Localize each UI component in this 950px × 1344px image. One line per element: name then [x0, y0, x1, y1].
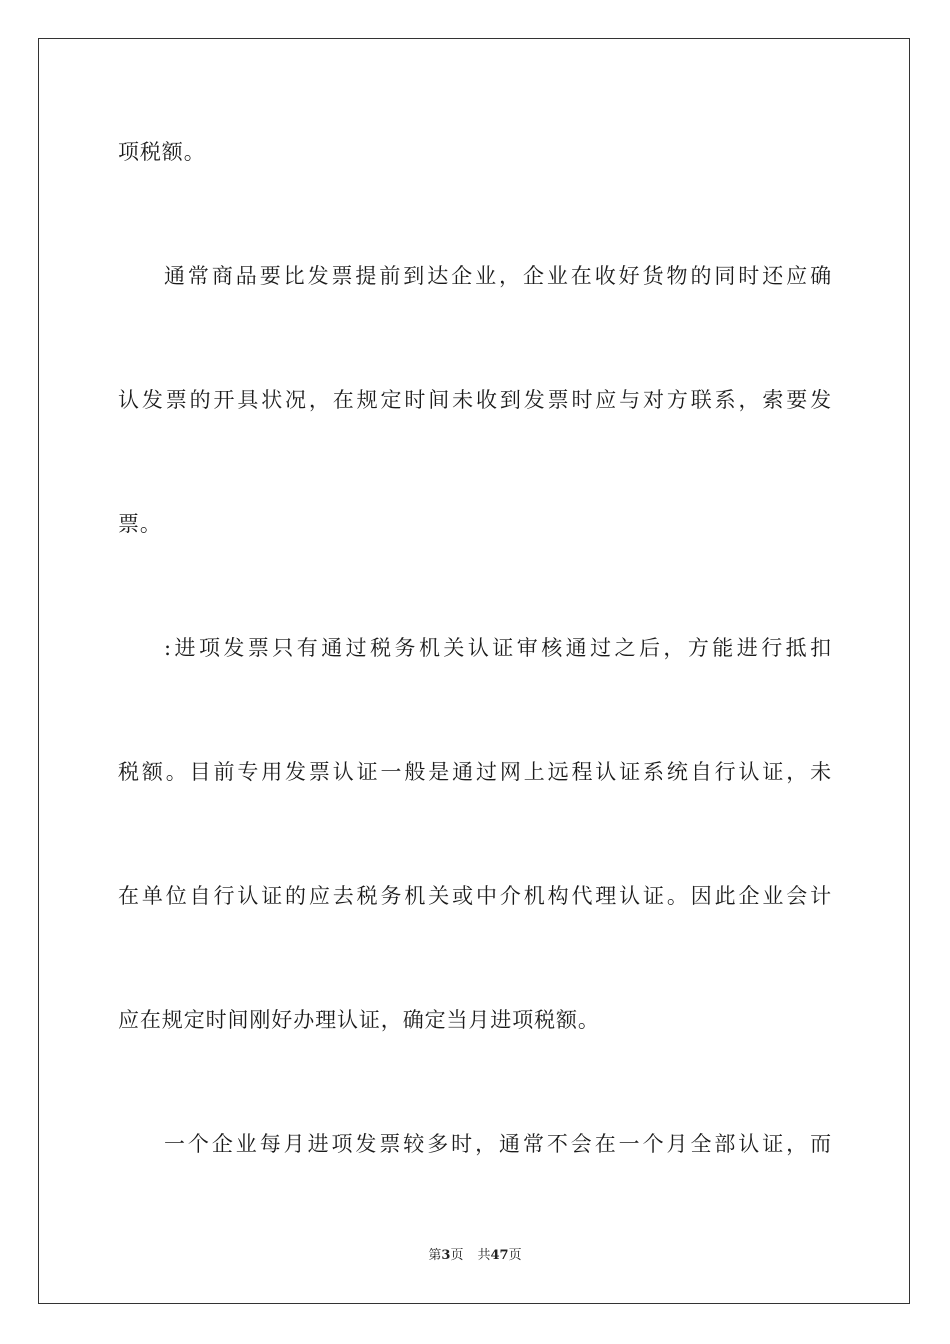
page-label-prefix: 第	[428, 1248, 442, 1263]
body-text-line: 应在规定时间刚好办理认证，确定当月进项税额。	[118, 1008, 600, 1032]
body-text-line: 票。	[118, 512, 162, 536]
page-label-suffix: 页	[450, 1248, 464, 1263]
body-text-line: 一个企业每月进项发票较多时，通常不会在一个月全部认证，而	[164, 1132, 832, 1156]
body-text-line: 认发票的开具状况，在规定时间未收到发票时应与对方联系，索要发	[118, 388, 832, 412]
body-text-line: 项税额。	[118, 140, 206, 164]
page-footer	[0, 1247, 950, 1265]
total-label-suffix: 页	[508, 1248, 522, 1263]
body-text-line: 通常商品要比发票提前到达企业，企业在收好货物的同时还应确	[164, 264, 832, 288]
body-text-line: :进项发票只有通过税务机关认证审核通过之后，方能进行抵扣	[164, 636, 832, 660]
page-number: 3	[441, 1248, 451, 1263]
body-text-line: 在单位自行认证的应去税务机关或中介机构代理认证。因此企业会计	[118, 884, 832, 908]
total-label-prefix: 共	[477, 1248, 491, 1263]
page-border	[38, 38, 910, 1304]
body-text-line: 税额。目前专用发票认证一般是通过网上远程认证系统自行认证，未	[118, 760, 832, 784]
total-pages: 47	[490, 1248, 509, 1263]
